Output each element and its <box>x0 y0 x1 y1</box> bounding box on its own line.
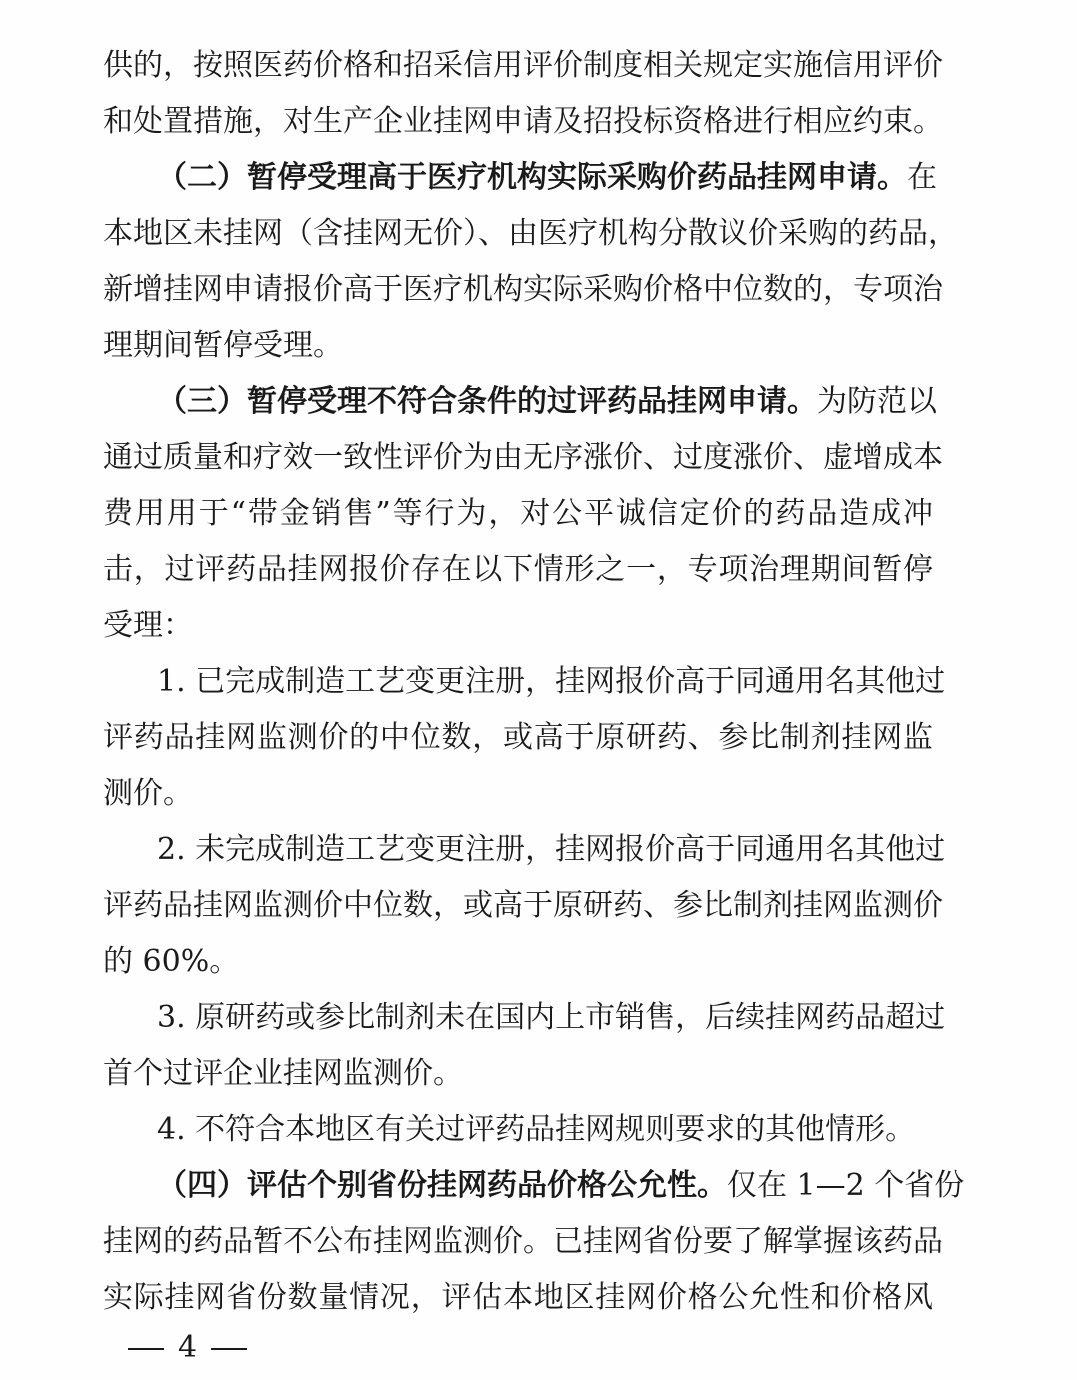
page-number: 4 <box>178 1330 198 1365</box>
paragraph-text: 在 <box>907 160 937 195</box>
list-item-line: 评药品挂网监测价中位数，或高于原研药、参比制剂挂网监测价 <box>103 888 943 923</box>
list-item-line: 评药品挂网监测价的中位数，或高于原研药、参比制剂挂网监 <box>103 720 933 755</box>
paragraph-line: 新增挂网申请报价高于医疗机构实际采购价格中位数的，专项治 <box>103 272 943 307</box>
list-item-line: 3. 原研药或参比制剂未在国内上市销售，后续挂网药品超过 <box>157 1000 946 1035</box>
section-heading: （二）暂停受理高于医疗机构实际采购价药品挂网申请。 <box>157 160 907 195</box>
paragraph-line: 理期间暂停受理。 <box>103 328 343 363</box>
paragraph-line: 挂网的药品暂不公布挂网监测价。已挂网省份要了解掌握该药品 <box>103 1224 943 1259</box>
section-heading-line <box>157 373 937 431</box>
section-heading-line <box>157 1157 965 1215</box>
paragraph-line: 本地区未挂网（含挂网无价）、由医疗机构分散议价采购的药品， <box>103 216 958 251</box>
list-item-line: 首个过评企业挂网监测价。 <box>103 1056 463 1091</box>
list-item-line: 4. 不符合本地区有关过评药品挂网规则要求的其他情形。 <box>157 1112 916 1147</box>
list-item-line: 1. 已完成制造工艺变更注册，挂网报价高于同通用名其他过 <box>157 664 946 699</box>
section-heading: （四）评估个别省份挂网药品价格公允性。 <box>157 1168 727 1203</box>
paragraph-line: 和处置措施，对生产企业挂网申请及招投标资格进行相应约束。 <box>103 104 943 139</box>
paragraph-line: 费用用于“带金销售”等行为，对公平诚信定价的药品造成冲 <box>103 496 933 531</box>
paragraph-text: 为防范以 <box>817 384 937 419</box>
page-footer <box>128 1326 247 1370</box>
section-heading-line <box>157 149 937 207</box>
footer-dash-right <box>211 1348 247 1350</box>
paragraph-line: 实际挂网省份数量情况，评估本地区挂网价格公允性和价格风 <box>103 1280 933 1315</box>
footer-dash-left <box>128 1348 164 1350</box>
section-heading: （三）暂停受理不符合条件的过评药品挂网申请。 <box>157 384 817 419</box>
paragraph-line: 供的，按照医药价格和招采信用评价制度相关规定实施信用评价 <box>103 48 943 83</box>
paragraph-line: 受理： <box>103 608 193 643</box>
list-item-line: 2. 未完成制造工艺变更注册，挂网报价高于同通用名其他过 <box>157 832 946 867</box>
list-item-line: 的 60%。 <box>103 944 240 979</box>
paragraph-text: 仅在 1—2 个省份 <box>727 1168 965 1203</box>
list-item-line: 测价。 <box>103 776 193 811</box>
paragraph-line: 通过质量和疗效一致性评价为由无序涨价、过度涨价、虚增成本 <box>103 440 943 475</box>
paragraph-line: 击，过评药品挂网报价存在以下情形之一，专项治理期间暂停 <box>103 552 933 587</box>
